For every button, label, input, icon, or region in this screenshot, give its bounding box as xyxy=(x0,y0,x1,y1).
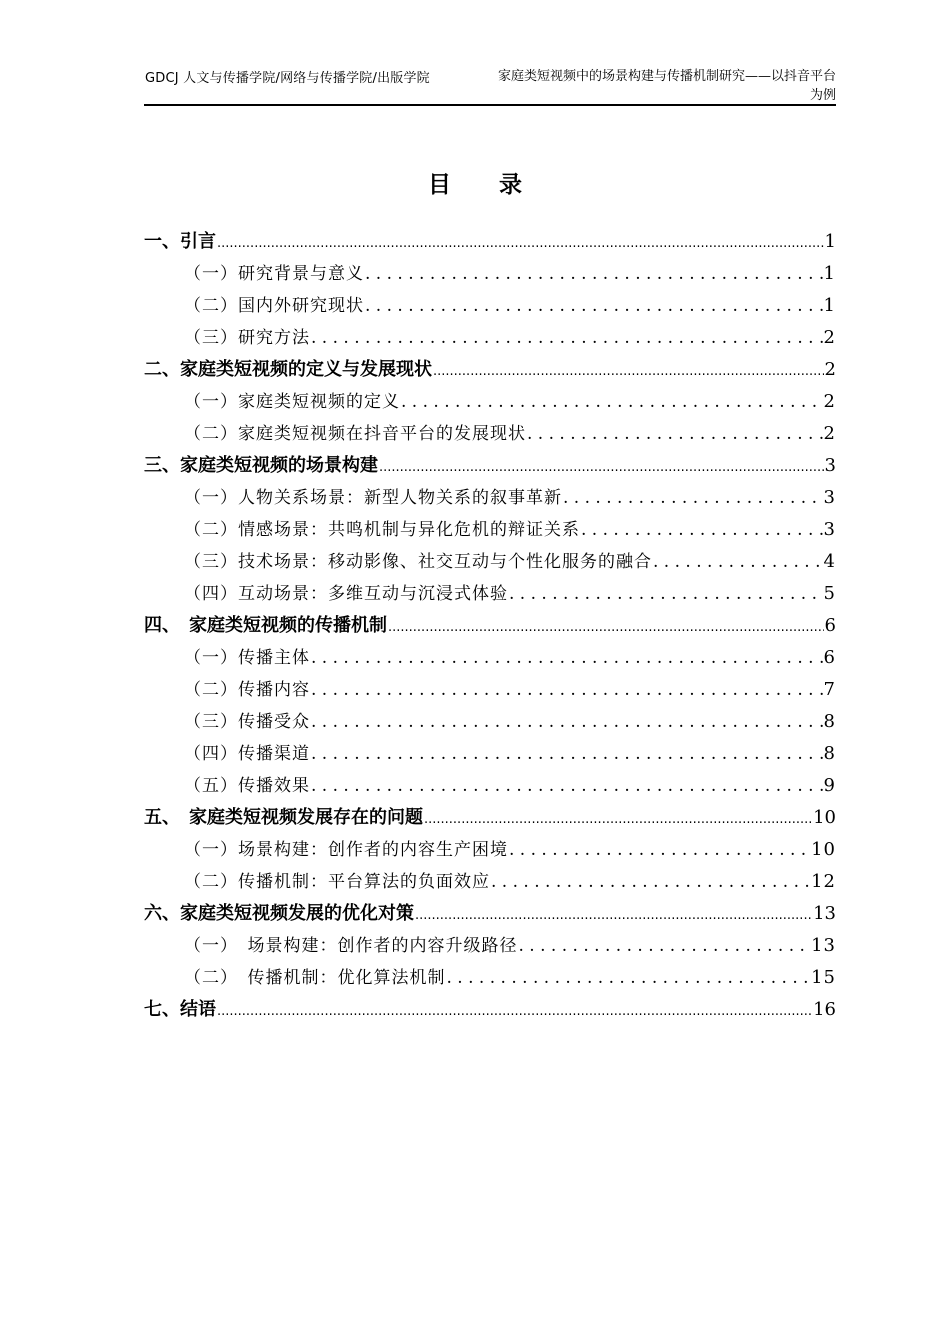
toc-dot-leader xyxy=(401,386,823,418)
toc-dot-leader xyxy=(311,706,823,738)
toc-subsection-entry[interactable] xyxy=(144,482,836,514)
toc-page-number: 2 xyxy=(823,423,836,444)
toc-entry-title: 四、 家庭类短视频的传播机制 xyxy=(144,615,387,636)
toc-page-number: 6 xyxy=(824,615,836,636)
header-paper-title: 家庭类短视频中的场景构建与传播机制研究——以抖音平台为例 xyxy=(497,69,836,103)
toc-dot-leader xyxy=(311,674,823,706)
toc-page-number: 13 xyxy=(813,903,836,924)
toc-entry-title: （二）国内外研究现状 xyxy=(184,296,364,316)
toc-page-number: 7 xyxy=(823,679,836,700)
toc-page-number: 5 xyxy=(823,583,836,604)
toc-entry-title: （五）传播效果 xyxy=(184,776,310,796)
toc-title: 目 录 xyxy=(427,172,522,198)
table-of-contents xyxy=(144,226,836,1026)
toc-subsection-entry[interactable] xyxy=(144,578,836,610)
toc-dot-leader xyxy=(365,258,823,290)
toc-dot-leader xyxy=(424,802,812,834)
toc-page-number: 2 xyxy=(823,327,836,348)
toc-page-number: 9 xyxy=(823,775,836,796)
toc-subsection-entry[interactable] xyxy=(144,962,836,994)
toc-page-number: 15 xyxy=(811,967,836,988)
toc-subsection-entry[interactable] xyxy=(144,674,836,706)
toc-page-number: 2 xyxy=(823,391,836,412)
toc-entry-title: （一）人物关系场景：新型人物关系的叙事革新 xyxy=(184,488,562,508)
toc-section-entry[interactable] xyxy=(144,610,836,642)
toc-entry-title: （三）传播受众 xyxy=(184,712,310,732)
toc-section-entry[interactable] xyxy=(144,450,836,482)
toc-entry-title: 二、家庭类短视频的定义与发展现状 xyxy=(144,359,432,380)
toc-subsection-entry[interactable] xyxy=(144,738,836,770)
toc-page-number: 1 xyxy=(823,263,836,284)
toc-subsection-entry[interactable] xyxy=(144,258,836,290)
toc-subsection-entry[interactable] xyxy=(144,290,836,322)
toc-section-entry[interactable] xyxy=(144,802,836,834)
toc-dot-leader xyxy=(311,738,823,770)
toc-dot-leader xyxy=(563,482,823,514)
toc-page-number: 3 xyxy=(824,455,836,476)
toc-subsection-entry[interactable] xyxy=(144,866,836,898)
toc-subsection-entry[interactable] xyxy=(144,546,836,578)
toc-entry-title: 三、家庭类短视频的场景构建 xyxy=(144,455,378,476)
toc-dot-leader xyxy=(433,354,824,386)
toc-entry-title: （一）研究背景与意义 xyxy=(184,264,364,284)
toc-section-entry[interactable] xyxy=(144,226,836,258)
toc-entry-title: 七、结语 xyxy=(144,999,216,1020)
toc-page-number: 1 xyxy=(823,295,836,316)
toc-page-number: 3 xyxy=(823,487,836,508)
toc-page-number: 8 xyxy=(823,743,836,764)
toc-dot-leader xyxy=(581,514,823,546)
toc-dot-leader xyxy=(311,322,823,354)
toc-dot-leader xyxy=(388,610,824,642)
toc-page-number: 10 xyxy=(813,807,836,828)
toc-dot-leader xyxy=(509,834,810,866)
toc-subsection-entry[interactable] xyxy=(144,514,836,546)
toc-entry-title: （二）家庭类短视频在抖音平台的发展现状 xyxy=(184,424,526,444)
toc-section-entry[interactable] xyxy=(144,994,836,1026)
toc-section-entry[interactable] xyxy=(144,354,836,386)
toc-dot-leader xyxy=(491,866,810,898)
toc-dot-leader xyxy=(217,994,812,1026)
toc-entry-title: （一）传播主体 xyxy=(184,648,310,668)
header-institution: GDCJ 人文与传播学院/网络与传播学院/出版学院 xyxy=(145,71,430,86)
toc-entry-title: （一）场景构建：创作者的内容生产困境 xyxy=(184,840,508,860)
toc-entry-title: （三）研究方法 xyxy=(184,328,310,348)
toc-entry-title: （二）传播机制：平台算法的负面效应 xyxy=(184,872,490,892)
toc-subsection-entry[interactable] xyxy=(144,386,836,418)
toc-section-entry[interactable] xyxy=(144,898,836,930)
toc-dot-leader xyxy=(217,226,824,258)
toc-subsection-entry[interactable] xyxy=(144,930,836,962)
toc-entry-title: 五、 家庭类短视频发展存在的问题 xyxy=(144,807,423,828)
toc-entry-title: （一） 场景构建：创作者的内容升级路径 xyxy=(184,936,518,956)
toc-entry-title: （一）家庭类短视频的定义 xyxy=(184,392,400,412)
toc-entry-title: （四）互动场景：多维互动与沉浸式体验 xyxy=(184,584,508,604)
toc-page-number: 13 xyxy=(811,935,836,956)
toc-entry-title: （二） 传播机制：优化算法机制 xyxy=(184,968,446,988)
toc-page-number: 1 xyxy=(824,231,836,252)
toc-entry-title: （二）传播内容 xyxy=(184,680,310,700)
toc-entry-title: 六、家庭类短视频发展的优化对策 xyxy=(144,903,414,924)
toc-dot-leader xyxy=(509,578,823,610)
toc-dot-leader xyxy=(415,898,812,930)
toc-subsection-entry[interactable] xyxy=(144,322,836,354)
toc-page-number: 16 xyxy=(813,999,836,1020)
toc-page-number: 2 xyxy=(824,359,836,380)
toc-page-number: 10 xyxy=(811,839,836,860)
toc-entry-title: （四）传播渠道 xyxy=(184,744,310,764)
toc-page-number: 3 xyxy=(823,519,836,540)
toc-subsection-entry[interactable] xyxy=(144,770,836,802)
toc-subsection-entry[interactable] xyxy=(144,706,836,738)
toc-entry-title: 一、引言 xyxy=(144,231,216,252)
toc-subsection-entry[interactable] xyxy=(144,418,836,450)
toc-page-number: 12 xyxy=(811,871,836,892)
toc-dot-leader xyxy=(365,290,823,322)
toc-subsection-entry[interactable] xyxy=(144,642,836,674)
toc-dot-leader xyxy=(653,546,823,578)
toc-entry-title: （二）情感场景：共鸣机制与异化危机的辩证关系 xyxy=(184,520,580,540)
toc-dot-leader xyxy=(527,418,823,450)
toc-entry-title: （三）技术场景：移动影像、社交互动与个性化服务的融合 xyxy=(184,552,652,572)
toc-dot-leader xyxy=(379,450,824,482)
toc-page-number: 6 xyxy=(823,647,836,668)
page-header xyxy=(144,64,836,106)
toc-dot-leader xyxy=(311,770,823,802)
toc-subsection-entry[interactable] xyxy=(144,834,836,866)
toc-dot-leader xyxy=(311,642,823,674)
toc-page-number: 4 xyxy=(823,551,836,572)
toc-dot-leader xyxy=(519,930,811,962)
toc-page-number: 8 xyxy=(823,711,836,732)
toc-dot-leader xyxy=(447,962,811,994)
